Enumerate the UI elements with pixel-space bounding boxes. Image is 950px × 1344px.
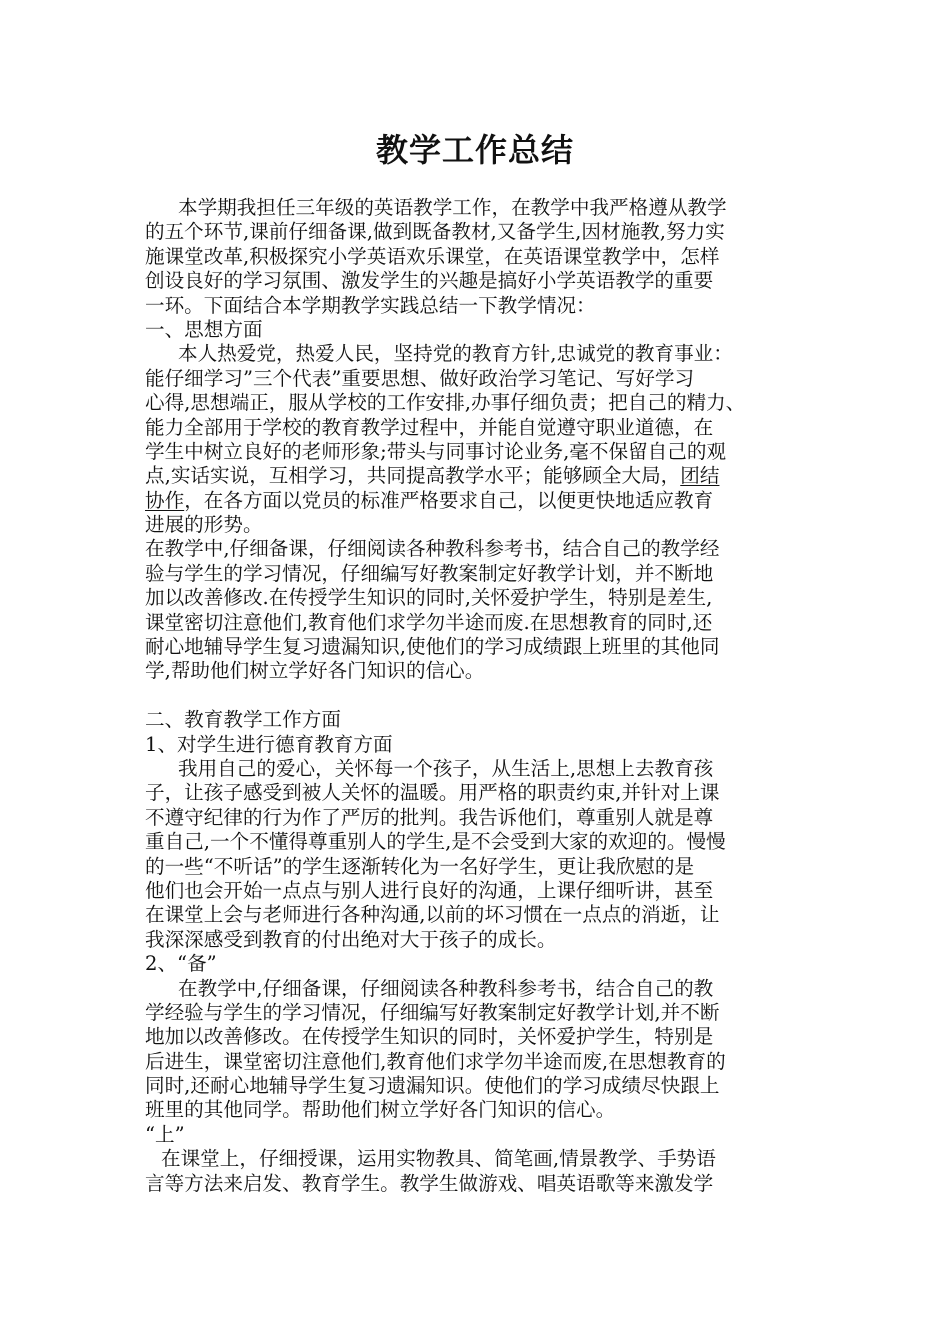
subsection-heading: “上” [145, 1122, 185, 1146]
paragraph-line: 在教学中,仔细备课，仔细阅读各种教科参考书，结合自己的教 [178, 976, 714, 1000]
paragraph-line: 一环。下面结合本学期教学实践总结一下教学情况： [145, 293, 596, 317]
paragraph-line: 同时,还耐心地辅导学生复习遗漏知识。使他们的学习成绩尽快跟上 [145, 1074, 720, 1098]
paragraph-line: 学生中树立良好的老师形象;带头与同事讨论业务,毫不保留自己的观 [145, 439, 727, 463]
document-title: 教学工作总结 [375, 131, 574, 169]
paragraph-line: 的一些“不听话”的学生逐渐转化为一名好学生，更让我欣慰的是 [145, 854, 695, 878]
line-text: ，在各方面以党员的标准严格要求自己，以便更快地适应教育 [184, 488, 714, 512]
paragraph-line: 心得,思想端正，服从学校的工作安排,办事仔细负责；把自己的精力、 [145, 391, 746, 415]
paragraph-line: 进展的形势。 [145, 513, 263, 537]
paragraph-line: 在教学中,仔细备课，仔细阅读各种教科参考书，结合自己的教学经 [145, 537, 720, 561]
paragraph-line: 课堂密切注意他们,教育他们求学勿半途而废.在思想教育的同时,还 [145, 610, 713, 634]
underlined-link-text: 团结 [680, 464, 720, 488]
paragraph-line: 子，让孩子感受到被人关怀的温暖。用严格的职责约束,并针对上课 [145, 781, 720, 805]
paragraph-line: 本人热爱党，热爱人民，坚持党的教育方针,忠诚党的教育事业： [178, 342, 733, 366]
section-heading: 一、思想方面 [145, 317, 263, 341]
paragraph-line: 能仔细学习”三个代表”重要思想、做好政治学习笔记、写好学习 [145, 366, 695, 390]
paragraph-line: 在课堂上，仔细授课，运用实物教具、简笔画,情景教学、手势语 [161, 1147, 716, 1171]
paragraph-line: 创设良好的学习氛围、激发学生的兴趣是搞好小学英语教学的重要 [145, 269, 714, 293]
section-heading: 二、教育教学工作方面 [145, 708, 341, 732]
paragraph-line: 学,帮助他们树立学好各门知识的信心。 [145, 659, 485, 683]
subsection-heading: 1、对学生进行德育教育方面 [145, 732, 393, 756]
paragraph-line: 班里的其他同学。帮助他们树立学好各门知识的信心。 [145, 1098, 616, 1122]
paragraph-line: 的五个环节,课前仔细备课,做到既备教材,又备学生,因材施教,努力实 [145, 220, 725, 244]
paragraph-line: 他们也会开始一点点与别人进行良好的沟通，上课仔细听讲，甚至 [145, 878, 714, 902]
paragraph-line: 地加以改善修改。在传授学生知识的同时，关怀爱护学生，特别是 [145, 1025, 714, 1049]
paragraph-line: 验与学生的学习情况，仔细编写好教案制定好教学计划，并不断地 [145, 561, 714, 585]
paragraph-line: 在课堂上会与老师进行各种沟通,以前的坏习惯在一点点的消逝，让 [145, 903, 720, 927]
paragraph-line [145, 489, 809, 513]
line-text: 点,实话实说，互相学习，共同提高教学水平；能够顾全大局， [145, 464, 681, 488]
paragraph-line: 耐心地辅导学生复习遗漏知识,使他们的学习成绩跟上班里的其他同 [145, 635, 720, 659]
subsection-heading: 2、“备” [145, 952, 217, 976]
paragraph-line: 不遵守纪律的行为作了严厉的批判。我告诉他们，尊重别人就是尊 [145, 805, 714, 829]
paragraph-line: 重自己,一个不懂得尊重别人的学生,是不会受到大家的欢迎的。慢慢 [145, 830, 726, 854]
paragraph-line: 我深深感受到教育的付出绝对大于孩子的成长。 [145, 927, 557, 951]
document-body [145, 196, 809, 1196]
underlined-link-text: 协作 [145, 488, 185, 512]
paragraph-line: 后进生，课堂密切注意他们,教育他们求学勿半途而废,在思想教育的 [145, 1049, 726, 1073]
paragraph-line: 加以改善修改.在传授学生知识的同时,关怀爱护学生，特别是差生, [145, 586, 713, 610]
paragraph-line: 我用自己的爱心，关怀每一个孩子，从生活上,思想上去教育孩 [178, 756, 714, 780]
paragraph-line [145, 464, 809, 488]
paragraph-line: 施课堂改革,积极探究小学英语欢乐课堂，在英语课堂教学中，怎样 [145, 244, 720, 268]
blank-line [145, 684, 809, 708]
paragraph-line: 言等方法来启发、教育学生。教学生做游戏、唱英语歌等来激发学 [145, 1171, 714, 1195]
paragraph-line: 学经验与学生的学习情况，仔细编写好教案制定好教学计划,并不断 [145, 1000, 720, 1024]
paragraph-line: 能力全部用于学校的教育教学过程中，并能自觉遵守职业道德，在 [145, 415, 714, 439]
paragraph-line: 本学期我担任三年级的英语教学工作，在教学中我严格遵从教学 [178, 196, 727, 219]
